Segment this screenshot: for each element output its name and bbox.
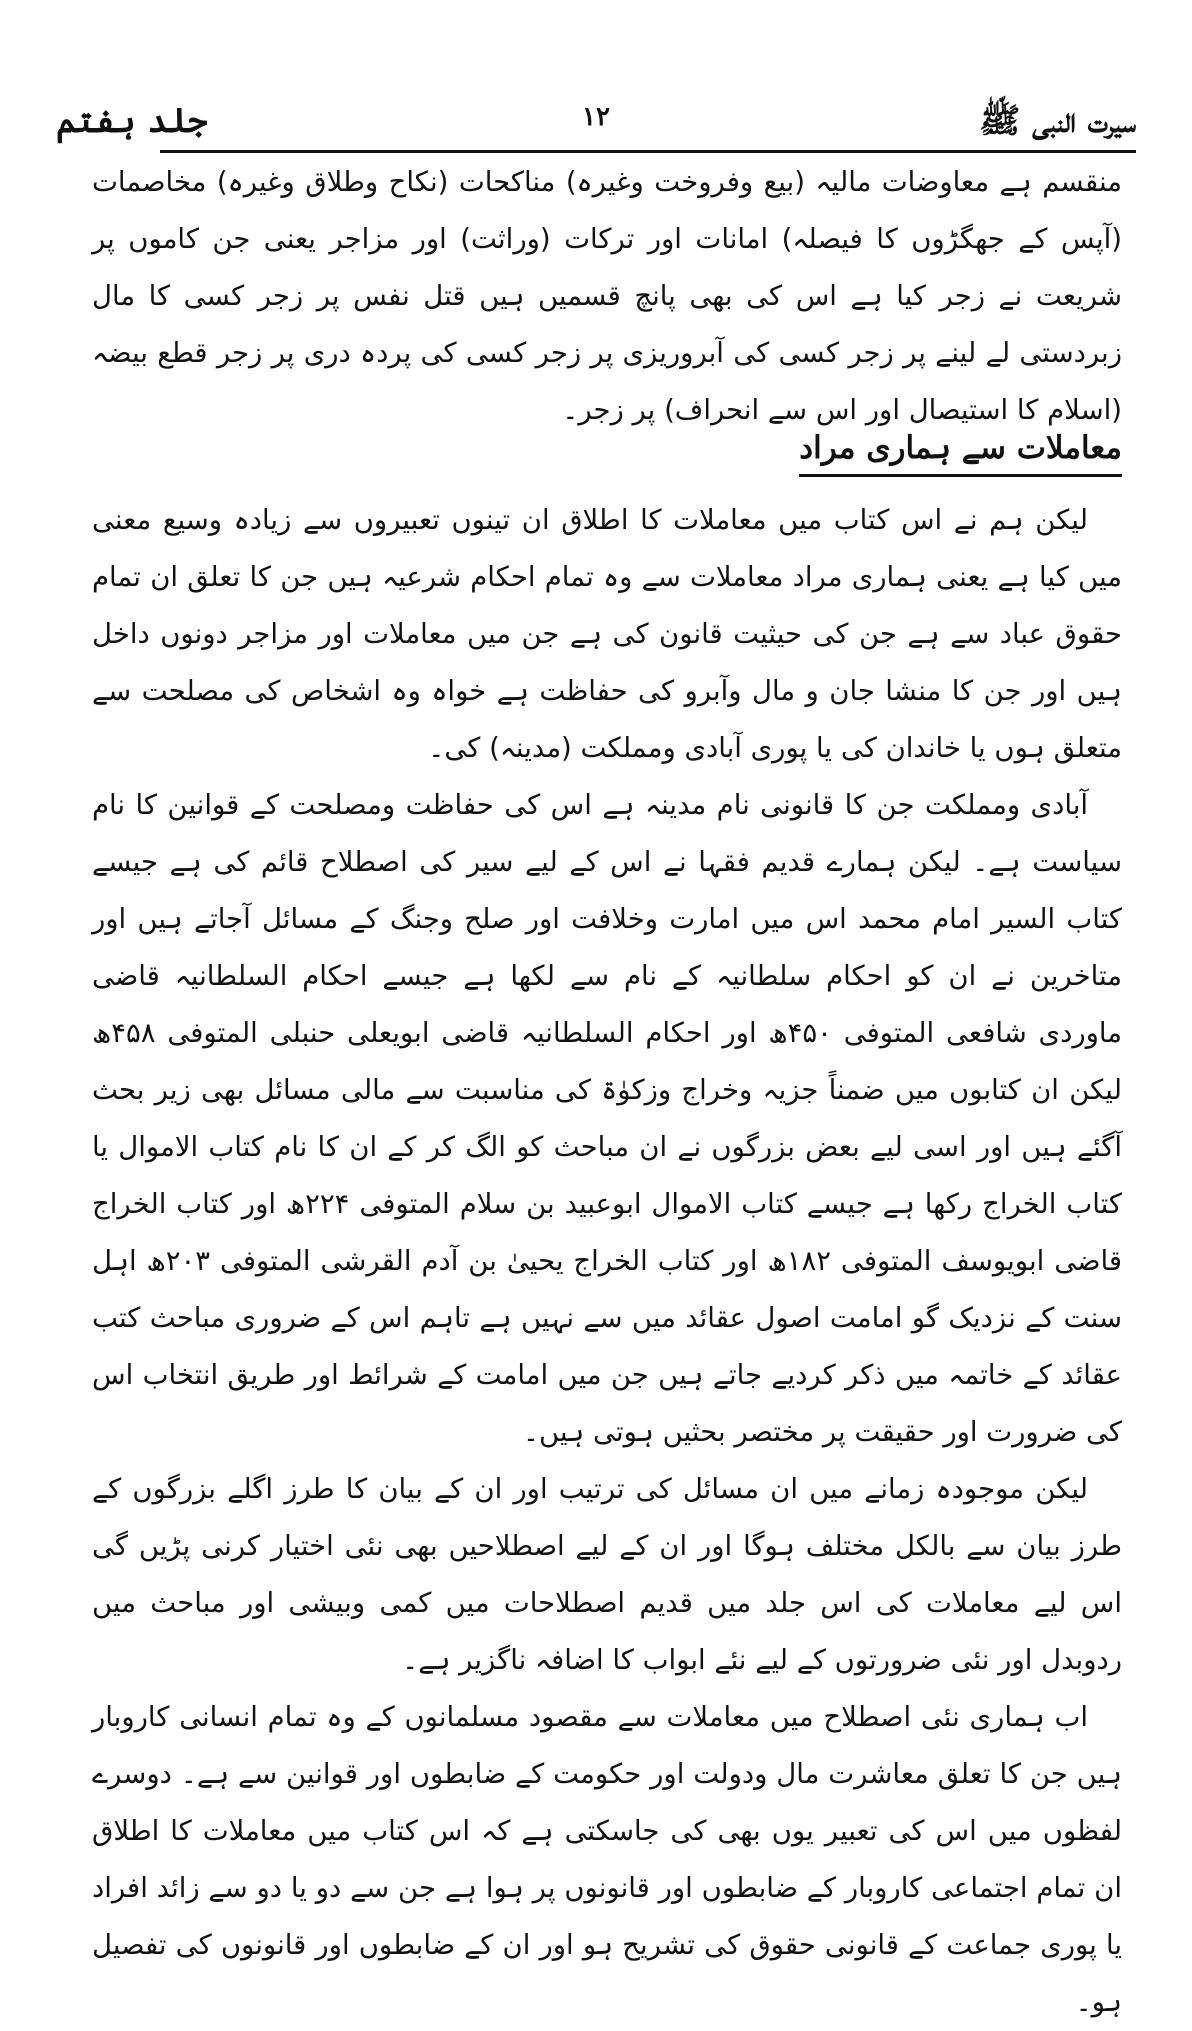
section-heading: معاملات سے ہماری مراد	[799, 430, 1122, 477]
paragraph: لیکن ہم نے اس کتاب میں معاملات کا اطلاق ان تینوں تعبیروں سے زیادہ وسیع معنی میں کیا ہے یعنی ہماری مراد معاملات سے وہ تمام احکام شرعیہ ہیں جن کا تعلق ان تمام حقوق عباد سے ہے جن کی حیثیت قانون کی ہے جن میں معاملات اور مزاجر دونوں داخل ہیں اور جن کا منشا جان و مال وآبرو کی حفاظت ہے خواہ وہ اشخاص کی مصلحت سے متعلق ہوں یا خاندان کی یا پوری آبادی ومملکت (مدینہ) کی۔	[92, 504, 1122, 764]
paragraph: اب ہماری نئی اصطلاح میں معاملات سے مقصود مسلمانوں کے وہ تمام انسانی کاروبار ہیں جن کا تعلق معاشرت مال ودولت اور حکومت کے ضابطوں اور قوانین سے ہے۔ دوسرے لفظوں میں اس کی تعبیر یوں بھی کی جاسکتی ہے کہ اس کتاب میں معاملات کا اطلاق ان تمام اجتماعی کاروبار کے ضابطوں اور قانونوں پر ہوا ہے جن سے دو یا دو سے زائد افراد یا پوری جماعت کے قانونی حقوق کی تشریح ہو اور ان کے ضابطوں اور قانونوں کی تفصیل ہو۔	[92, 1701, 1122, 2018]
volume-label: جلد ہفتم	[56, 101, 208, 141]
body-text	[92, 492, 1122, 2031]
paragraph: لیکن موجودہ زمانے میں ان مسائل کی ترتیب اور ان کے بیان کا طرز اگلے بزرگوں کے طرز بیان سے بالکل مختلف ہوگا اور ان کے لیے اصطلاحیں بھی نئی اختیار کرنی پڑیں گی اس لیے معاملات کی اس جلد میں قدیم اصطلاحات میں کمی وبیشی اور مباحث میں ردوبدل اور نئی ضرورتوں کے لیے نئے ابواب کا اضافہ ناگزیر ہے۔	[92, 1473, 1122, 1676]
intro-text	[92, 154, 1122, 439]
paragraph: آبادی ومملکت جن کا قانونی نام مدینہ ہے اس کی حفاظت ومصلحت کے قوانین کا نام سیاست ہے۔ لیکن ہمارے قدیم فقہا نے اس کے لیے سیر کی اصطلاح قائم کی ہے جیسے کتاب السیر امام محمد اس میں امارت وخلافت اور صلح وجنگ کے مسائل آجاتے ہیں اور متاخرین نے ان کو احکام سلطانیہ کے نام سے لکھا ہے جیسے احکام السلطانیہ قاضی ماوردی شافعی المتوفی ۴۵۰ھ اور احکام السلطانیہ قاضی ابویعلی حنبلی المتوفی ۴۵۸ھ لیکن ان کتابوں میں ضمناً جزیہ وخراج وزکوٰۃ کی مناسبت سے مالی مسائل بھی زیر بحث آگئے ہیں اور اسی لیے بعض بزرگوں نے ان مباحث کو الگ کر کے ان کا نام کتاب الاموال یا کتاب الخراج رکھا ہے جیسے کتاب الاموال ابوعبید بن سلام المتوفی ۲۲۴ھ اور کتاب الخراج قاضی ابویوسف المتوفی ۱۸۲ھ اور کتاب الخراج یحییٰ بن آدم القرشی المتوفی ۲۰۳ھ اہل سنت کے نزدیک گو امامت اصول عقائد میں سے نہیں ہے تاہم اس کے ضروری مباحث کتب عقائد کے خاتمہ میں ذکر کردیے جاتے ہیں جن میں امامت کے شرائط اور طریق انتخاب اس کی ضرورت اور حقیقت پر مختصر بحثیں ہوتی ہیں۔	[92, 789, 1122, 1448]
header-rule	[160, 150, 1136, 153]
book-title: سیرت النبی ﷺ	[979, 101, 1136, 141]
intro-paragraph: منقسم ہے معاوضات مالیہ (بیع وفروخت وغیرہ) مناکحات (نکاح وطلاق وغیرہ) مخاصمات (آپس کے جھگڑوں کا فیصلہ) امانات اور ترکات (وراثت) اور مزاجر یعنی جن کاموں پر شریعت نے زجر کیا ہے اس کی بھی پانچ قسمیں ہیں قتل نفس پر زجر کسی کا مال زبردستی لے لینے پر زجر کسی کی آبروریزی پر زجر کسی کی پردہ دری پر زجر قطع بیضہ (اسلام کا استیصال اور اس سے انحراف) پر زجر۔	[92, 166, 1122, 426]
running-header	[56, 96, 1136, 152]
page-number: ۱۲	[582, 102, 610, 132]
